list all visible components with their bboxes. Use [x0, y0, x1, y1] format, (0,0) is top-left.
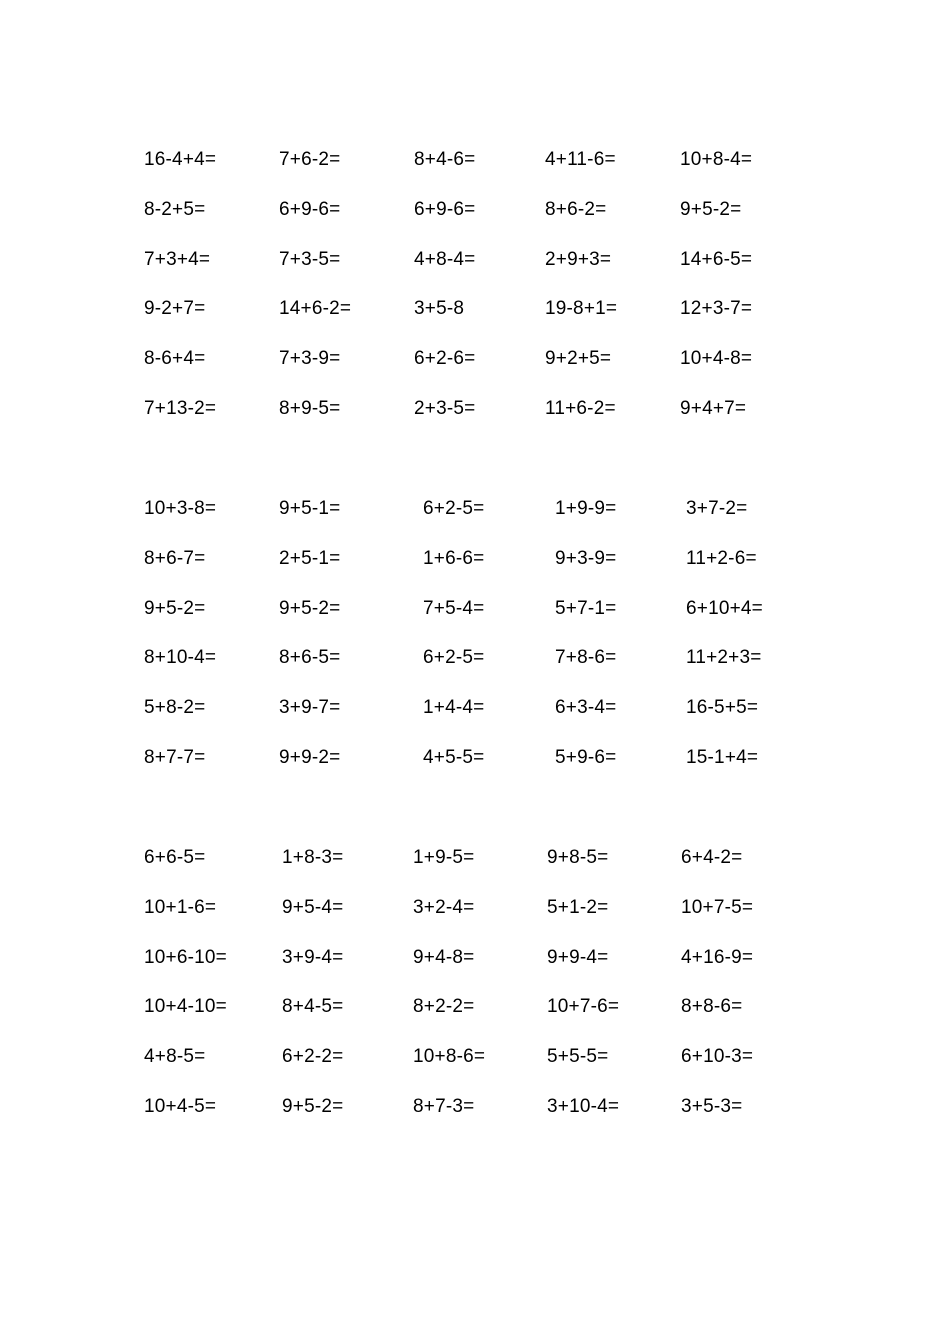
math-problem: 9+4-8=	[413, 947, 475, 968]
math-problem: 16-4+4=	[144, 149, 217, 170]
math-problem: 10+7-6=	[547, 996, 620, 1017]
problem-row	[0, 846, 950, 876]
math-problem: 4+11-6=	[545, 149, 616, 170]
problem-row	[0, 646, 950, 676]
math-problem: 3+5-3=	[681, 1096, 743, 1117]
math-problem: 3+10-4=	[547, 1096, 620, 1117]
math-problem: 5+1-2=	[547, 897, 609, 918]
math-problem: 5+5-5=	[547, 1046, 609, 1067]
math-problem: 10+8-4=	[680, 149, 753, 170]
math-problem: 7+8-6=	[555, 647, 617, 668]
problem-row	[0, 148, 950, 178]
problem-row	[0, 297, 950, 327]
math-problem: 6+2-6=	[414, 348, 476, 369]
math-problem: 3+9-7=	[279, 697, 341, 718]
problem-row	[0, 946, 950, 976]
problem-row	[0, 1095, 950, 1125]
problem-row	[0, 1045, 950, 1075]
math-problem: 9+5-4=	[282, 897, 344, 918]
math-problem: 9-2+7=	[144, 298, 206, 319]
math-problem: 4+8-4=	[414, 249, 476, 270]
math-problem: 9+5-1=	[279, 498, 341, 519]
problem-row	[0, 896, 950, 926]
math-problem: 5+9-6=	[555, 747, 617, 768]
math-problem: 6+3-4=	[555, 697, 617, 718]
math-problem: 9+2+5=	[545, 348, 612, 369]
math-problem: 8+6-5=	[279, 647, 341, 668]
math-problem: 10+4-8=	[680, 348, 753, 369]
math-problem: 6+2-2=	[282, 1046, 344, 1067]
math-problem: 19-8+1=	[545, 298, 618, 319]
math-problem: 14+6-5=	[680, 249, 753, 270]
math-problem: 3+2-4=	[413, 897, 475, 918]
math-problem: 7+5-4=	[423, 598, 485, 619]
math-problem: 4+5-5=	[423, 747, 485, 768]
math-problem: 3+5-8	[414, 298, 465, 319]
problem-row	[0, 597, 950, 627]
math-problem: 3+7-2=	[686, 498, 748, 519]
math-problem: 4+8-5=	[144, 1046, 206, 1067]
math-problem: 9+4+7=	[680, 398, 747, 419]
math-problem: 6+4-2=	[681, 847, 743, 868]
math-problem: 8+2-2=	[413, 996, 475, 1017]
problem-row	[0, 347, 950, 377]
math-problem: 11+2+3=	[686, 647, 762, 668]
math-problem: 7+3+4=	[144, 249, 211, 270]
math-problem: 10+1-6=	[144, 897, 217, 918]
math-problem: 6+10-3=	[681, 1046, 754, 1067]
math-problem: 1+9-9=	[555, 498, 617, 519]
math-problem: 9+3-9=	[555, 548, 617, 569]
problem-row	[0, 995, 950, 1025]
math-problem: 5+7-1=	[555, 598, 617, 619]
math-problem: 16-5+5=	[686, 697, 759, 718]
math-problem: 12+3-7=	[680, 298, 753, 319]
math-problem: 8+7-3=	[413, 1096, 475, 1117]
math-problem: 8-2+5=	[144, 199, 206, 220]
math-problem: 1+4-4=	[423, 697, 485, 718]
math-problem: 6+2-5=	[423, 498, 485, 519]
math-problem: 10+4-5=	[144, 1096, 217, 1117]
math-problem: 9+5-2=	[144, 598, 206, 619]
math-problem: 8+8-6=	[681, 996, 743, 1017]
math-problem: 10+4-10=	[144, 996, 227, 1017]
math-problem: 1+8-3=	[282, 847, 344, 868]
math-problem: 11+2-6=	[686, 548, 757, 569]
math-problem: 9+5-2=	[680, 199, 742, 220]
math-problem: 2+3-5=	[414, 398, 476, 419]
math-problem: 8+4-5=	[282, 996, 344, 1017]
math-problem: 2+5-1=	[279, 548, 341, 569]
math-problem: 10+8-6=	[413, 1046, 486, 1067]
math-problem: 8+6-7=	[144, 548, 206, 569]
math-problem: 6+2-5=	[423, 647, 485, 668]
problem-row	[0, 198, 950, 228]
math-problem: 9+9-4=	[547, 947, 609, 968]
math-problem: 8+9-5=	[279, 398, 341, 419]
math-problem: 3+9-4=	[282, 947, 344, 968]
problem-row	[0, 746, 950, 776]
math-problem: 9+5-2=	[279, 598, 341, 619]
math-problem: 6+9-6=	[414, 199, 476, 220]
math-problem: 9+9-2=	[279, 747, 341, 768]
math-problem: 8+10-4=	[144, 647, 217, 668]
math-problem: 7+3-9=	[279, 348, 341, 369]
math-problem: 8+6-2=	[545, 199, 607, 220]
math-problem: 9+5-2=	[282, 1096, 344, 1117]
math-problem: 10+3-8=	[144, 498, 217, 519]
math-problem: 10+6-10=	[144, 947, 227, 968]
math-problem: 6+10+4=	[686, 598, 763, 619]
math-problem: 5+8-2=	[144, 697, 206, 718]
math-problem: 15-1+4=	[686, 747, 759, 768]
problem-row	[0, 696, 950, 726]
math-problem: 6+9-6=	[279, 199, 341, 220]
problem-row	[0, 397, 950, 427]
problem-row	[0, 547, 950, 577]
math-problem: 4+16-9=	[681, 947, 754, 968]
math-problem: 1+6-6=	[423, 548, 485, 569]
math-problem: 14+6-2=	[279, 298, 352, 319]
math-problem: 7+6-2=	[279, 149, 341, 170]
problem-row	[0, 497, 950, 527]
math-problem: 7+13-2=	[144, 398, 217, 419]
math-problem: 8+4-6=	[414, 149, 476, 170]
math-problem: 8+7-7=	[144, 747, 206, 768]
math-problem: 6+6-5=	[144, 847, 206, 868]
math-problem: 10+7-5=	[681, 897, 754, 918]
math-problem: 11+6-2=	[545, 398, 616, 419]
math-problem: 2+9+3=	[545, 249, 612, 270]
math-problem: 9+8-5=	[547, 847, 609, 868]
math-problem: 1+9-5=	[413, 847, 475, 868]
problem-row	[0, 248, 950, 278]
math-problem: 8-6+4=	[144, 348, 206, 369]
math-problem: 7+3-5=	[279, 249, 341, 270]
